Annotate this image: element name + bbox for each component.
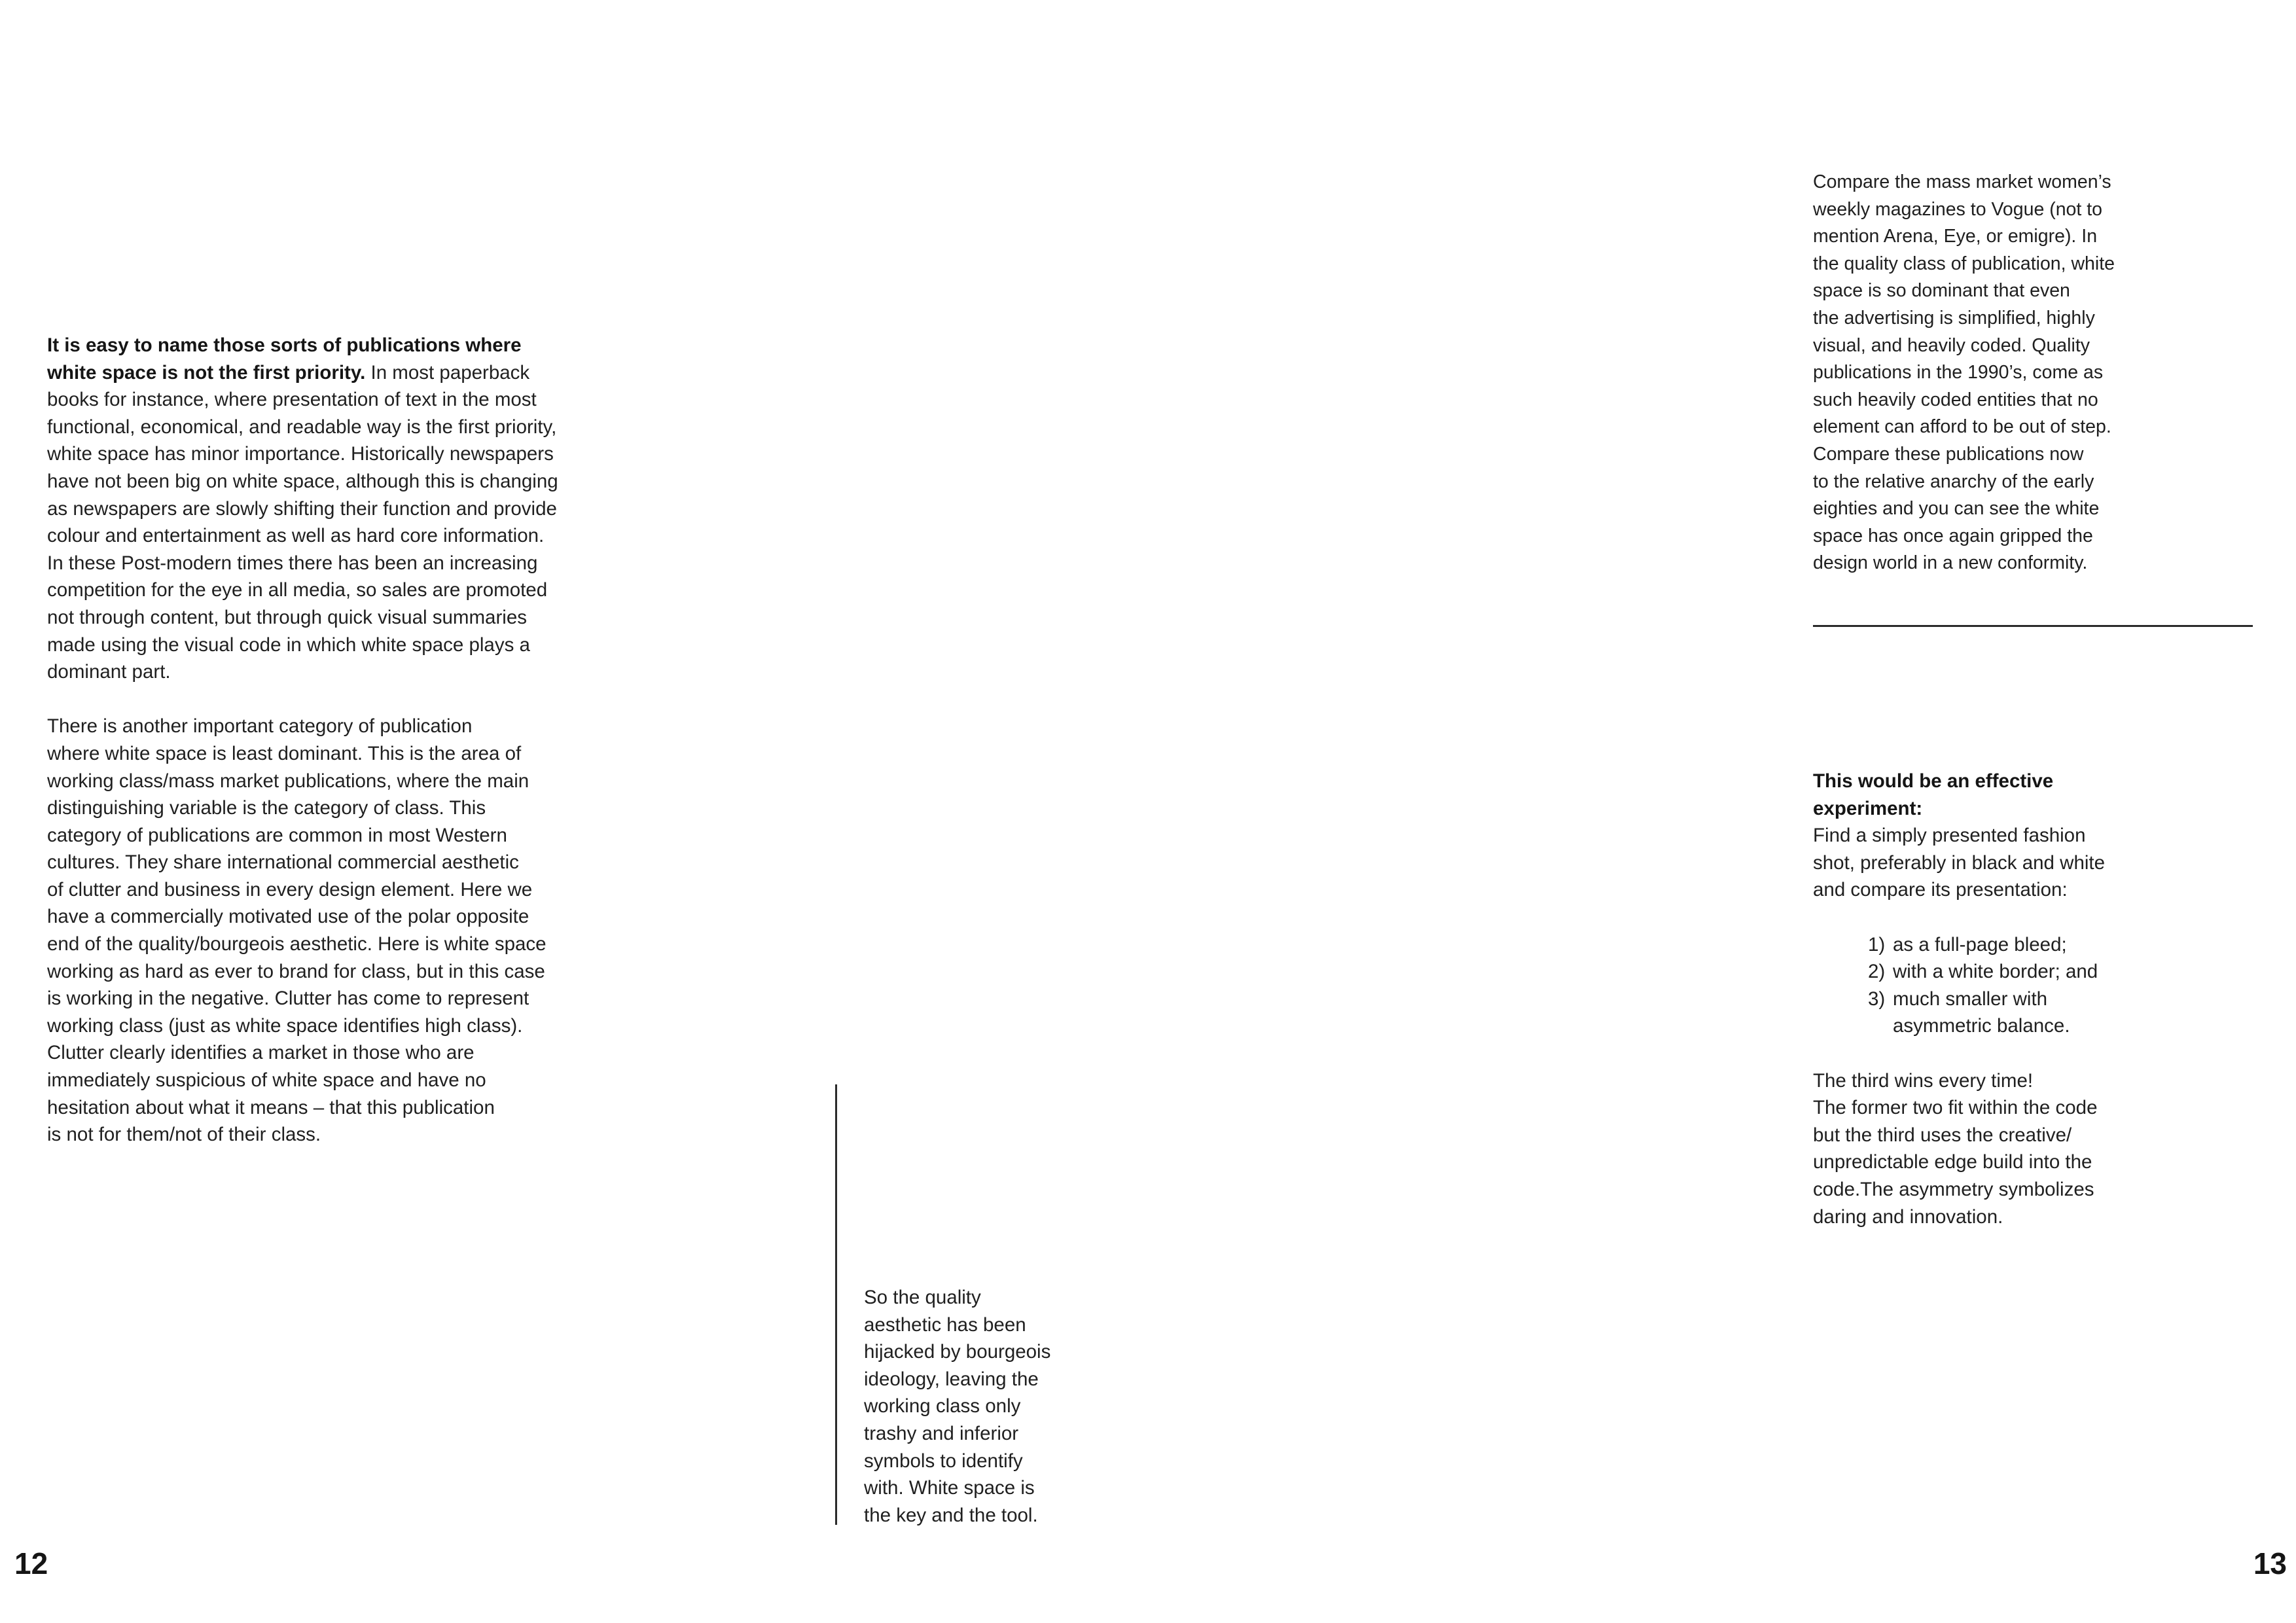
page-number-left: 12	[14, 1546, 48, 1580]
para2-line: where white space is least dominant. This is the area of	[47, 742, 522, 764]
para2-line: hesitation about what it means – that this publication	[47, 1096, 495, 1118]
right-top-line: the advertising is simplified, highly	[1813, 307, 2095, 329]
list-number: 1)	[1868, 933, 1886, 955]
para2-line: is not for them/not of their class.	[47, 1124, 321, 1146]
right-top-line: space is so dominant that even	[1813, 280, 2070, 302]
para2-line: cultures. They share international commercial aesthetic	[47, 851, 519, 874]
vertical-divider	[835, 1084, 837, 1525]
experiment-heading	[1813, 795, 2179, 823]
para1-line: colour and entertainment as well as hard core information.	[47, 525, 545, 547]
para1-line: In these Post-modern times there has been an increasing	[47, 552, 538, 574]
closing-line: The third wins every time!	[1813, 1069, 2034, 1092]
horizontal-divider	[1813, 625, 2253, 627]
right-top-line: mention Arena, Eye, or emigre). In	[1813, 226, 2098, 247]
pull-quote-line: hijacked by bourgeois	[864, 1341, 1051, 1363]
closing-line: daring and innovation.	[1813, 1205, 2003, 1228]
para2-line: working class/mass market publications, where the main	[47, 770, 529, 792]
experiment-intro-line: Find a simply presented fashion	[1813, 825, 2086, 847]
paragraph-spacer	[47, 686, 610, 713]
list-item	[1868, 931, 2179, 959]
experiment-heading-line: experiment:	[1813, 797, 1923, 819]
para2-line: have a commercially motivated use of the polar opposite	[47, 906, 529, 928]
right-top-line: Compare these publications now	[1813, 443, 2084, 465]
experiment-intro-line: and compare its presentation:	[1813, 879, 2068, 901]
para2-line: immediately suspicious of white space and have no	[47, 1069, 486, 1092]
para1-line: books for instance, where presentation of text in the most	[47, 389, 537, 411]
right-top-line: Compare the mass market women’s	[1813, 171, 2111, 192]
para2-line: is working in the negative. Clutter has come to represent	[47, 988, 529, 1010]
experiment-heading	[1813, 768, 2179, 795]
pull-quote-line: So the quality	[864, 1287, 981, 1308]
right-top-line: space has once again gripped the	[1813, 525, 2093, 546]
list-item	[1868, 986, 2179, 1013]
paragraph-spacer	[1813, 1040, 2179, 1067]
list-item	[1868, 958, 2179, 986]
list-number: 2)	[1868, 961, 1886, 983]
experiment-list	[1813, 931, 2179, 1040]
para1-bold-lead: white space is not the first priority.	[47, 361, 366, 383]
para2-line: category of publications are common in most Western	[47, 824, 507, 846]
para1-line: not through content, but through quick visual summaries	[47, 606, 527, 628]
para2-line: Clutter clearly identifies a market in those who are	[47, 1042, 475, 1064]
pull-quote-line: working class only	[864, 1395, 1021, 1418]
para2-line: There is another important category of publication	[47, 715, 473, 738]
para1-line: functional, economical, and readable way is the first priority,	[47, 416, 557, 438]
para1-line: white space has minor importance. Historically newspapers	[47, 443, 554, 465]
pull-quote-line: trashy and inferior	[864, 1422, 1019, 1444]
right-top-line: publications in the 1990’s, come as	[1813, 362, 2104, 383]
closing-line: but the third uses the creative/	[1813, 1124, 2072, 1146]
left-text-column	[47, 332, 610, 1149]
para1-bold-lead: It is easy to name those sorts of publications where	[47, 334, 522, 356]
para1-line: made using the visual code in which white space plays a	[47, 633, 530, 656]
para2-line: working class (just as white space identifies high class).	[47, 1014, 523, 1037]
right-top-text-column	[1813, 169, 2179, 577]
page-number-right: 13	[2253, 1546, 2287, 1580]
list-number: 3)	[1868, 988, 1886, 1010]
pull-quote-line: symbols to identify	[864, 1450, 1023, 1472]
right-top-line: eighties and you can see the white	[1813, 498, 2100, 520]
para1-line-rest: In most paperback	[365, 361, 530, 383]
list-text: as a full-page bleed;	[1893, 933, 2067, 955]
para2-line: end of the quality/bourgeois aesthetic. Here is white space	[47, 933, 547, 955]
para1-line: competition for the eye in all media, so sales are promoted	[47, 579, 548, 601]
pull-quote-line: aesthetic has been	[864, 1313, 1026, 1336]
closing-line: unpredictable edge build into the	[1813, 1151, 2092, 1173]
para2-line: distinguishing variable is the category of class. This	[47, 797, 486, 819]
right-top-line: such heavily coded entities that no	[1813, 389, 2098, 410]
right-top-line: design world in a new conformity.	[1813, 552, 2088, 574]
para1-line: as newspapers are slowly shifting their function and provide	[47, 497, 557, 520]
paragraph-spacer	[1813, 904, 2179, 931]
right-bottom-text-column	[1813, 768, 2179, 1230]
para1-line: have not been big on white space, although this is changing	[47, 470, 558, 492]
para1-line: dominant part.	[47, 661, 171, 683]
para1-line	[47, 359, 610, 387]
closing-line: The former two fit within the code	[1813, 1097, 2098, 1119]
right-top-line: weekly magazines to Vogue (not to	[1813, 198, 2103, 220]
experiment-intro-line: shot, preferably in black and white	[1813, 851, 2106, 874]
para2-line: of clutter and business in every design element. Here we	[47, 878, 533, 901]
pull-quote-line: ideology, leaving the	[864, 1368, 1039, 1390]
para1-line	[47, 332, 610, 359]
para2-line: working as hard as ever to brand for class, but in this case	[47, 960, 545, 982]
right-top-line: the quality class of publication, white	[1813, 253, 2115, 274]
right-top-line: visual, and heavily coded. Quality	[1813, 334, 2090, 356]
right-top-line: to the relative anarchy of the early	[1813, 471, 2094, 492]
closing-line: code.The asymmetry symbolizes	[1813, 1178, 2094, 1200]
pull-quote-line: the key and the tool.	[864, 1504, 1038, 1526]
right-top-line: element can afford to be out of step.	[1813, 416, 2111, 438]
pull-quote-line: with. White space is	[864, 1477, 1035, 1499]
center-pull-quote	[864, 1284, 1086, 1529]
list-text: with a white border; and	[1893, 961, 2098, 983]
experiment-heading-line: This would be an effective	[1813, 770, 2054, 792]
list-continuation: asymmetric balance.	[1893, 1015, 2070, 1037]
list-text: much smaller with	[1893, 988, 2048, 1010]
